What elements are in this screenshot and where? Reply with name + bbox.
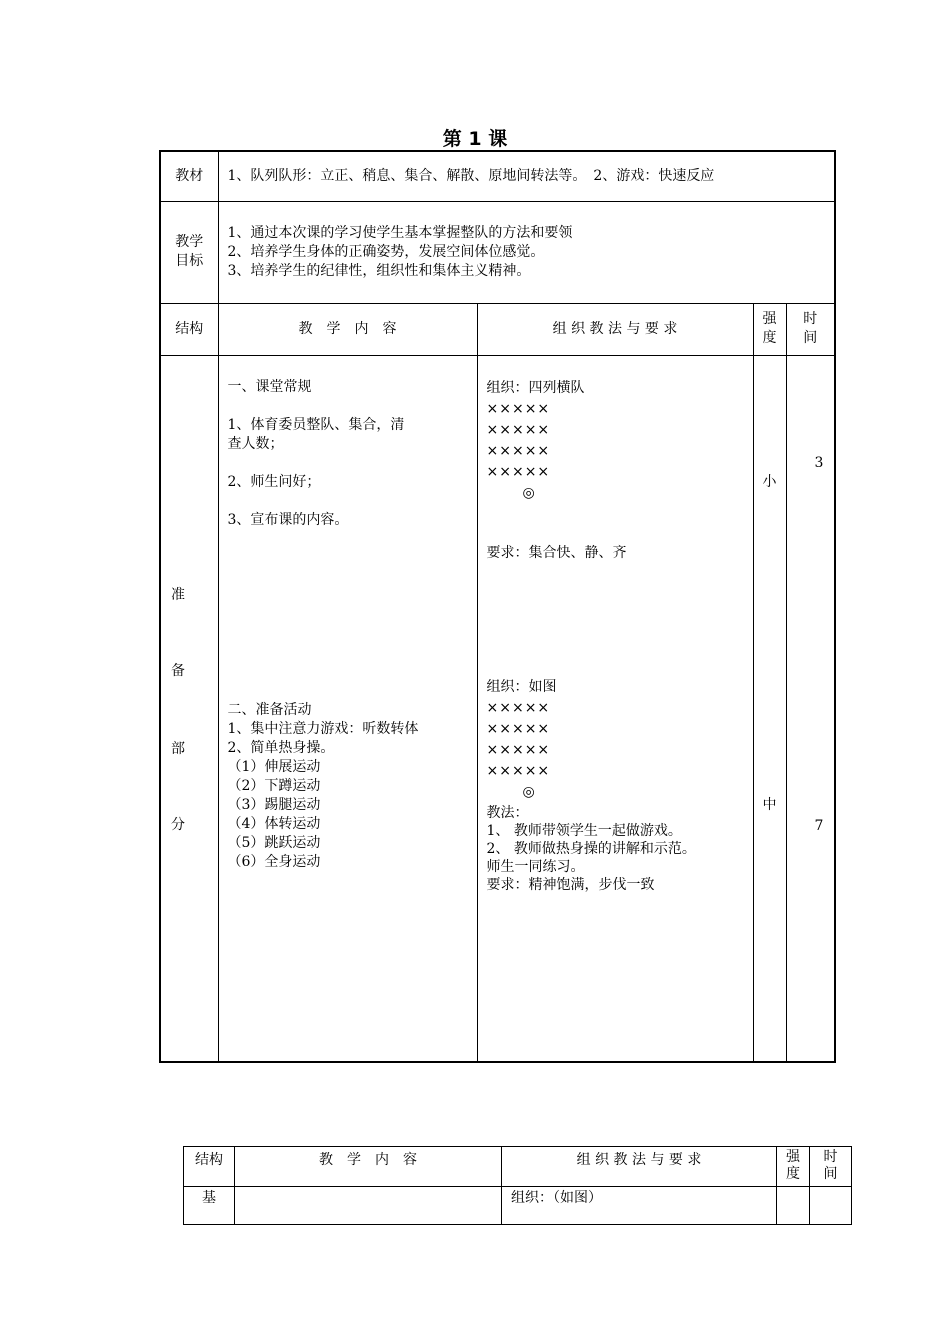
goal-item: 1、通过本次课的学习使学生基本掌握整队的方法和要领 <box>227 224 573 241</box>
warmup-item: （6）全身运动 <box>227 853 321 870</box>
goal-item: 2、培养学生身体的正确姿势，发展空间体位感觉。 <box>227 243 545 260</box>
content-header: 教 学 内 容 <box>218 303 477 355</box>
intensity-value: 小 <box>762 473 777 490</box>
warmup-item: （3）踢腿运动 <box>227 796 321 813</box>
formation-row: ××××× <box>486 720 551 737</box>
formation-row: ××××× <box>486 442 551 459</box>
basic-row <box>184 1187 852 1225</box>
org-text: 组织：如图 <box>486 678 557 695</box>
goal-label: 教学 目标 <box>160 201 218 303</box>
time-value: 7 <box>814 817 824 834</box>
section-label <box>160 355 218 1062</box>
warmup-item: 二、准备活动 <box>227 701 312 718</box>
formation-2 <box>487 677 557 803</box>
content-item: 1、体育委员整队、集合，清 <box>227 416 405 433</box>
formation-row: ××××× <box>486 463 551 480</box>
warmup-item: （4）体转运动 <box>227 815 321 832</box>
method-line: 要求：精神饱满，步伐一致 <box>486 876 655 893</box>
content-heading: 一、课堂常规 <box>227 378 312 395</box>
material-text: 1、队列队形：立正、稍息、集合、解散、原地间转法等。 2、游戏：快速反应 <box>218 151 835 201</box>
section-char: 分 <box>171 816 185 833</box>
time-cell <box>810 1187 852 1225</box>
intensity-cell <box>777 1187 810 1225</box>
method-line: 2、 教师做热身操的讲解和示范。 <box>486 840 696 857</box>
content-cell <box>218 355 477 1062</box>
method-cell <box>477 355 753 1062</box>
lesson-plan-table <box>159 150 836 1063</box>
lesson-plan-table-2 <box>183 1146 852 1225</box>
formation-row: ××××× <box>486 762 551 779</box>
intensity-value: 中 <box>762 796 777 813</box>
warmup-item: （5）跳跃运动 <box>227 834 321 851</box>
org-text: 组织：（如图） <box>502 1187 777 1225</box>
content-item: 查人数； <box>227 435 284 452</box>
structure-header: 结构 <box>160 303 218 355</box>
method-line: 师生一同练习。 <box>486 858 585 875</box>
formation-row: ××××× <box>486 699 551 716</box>
intensity-cell <box>753 355 786 1062</box>
section-char: 备 <box>171 662 185 679</box>
warmup-item: 2、简单热身操。 <box>227 739 335 756</box>
time-value: 3 <box>814 454 824 471</box>
intensity-header: 强 度 <box>753 303 786 355</box>
goal-list <box>218 201 835 303</box>
warmup-item: （2）下蹲运动 <box>227 777 321 794</box>
goal-item: 3、培养学生的纪律性，组织性和集体主义精神。 <box>227 262 531 279</box>
warmup-item: 1、集中注意力游戏：听数转体 <box>227 720 419 737</box>
formation-row: ××××× <box>486 741 551 758</box>
method-notes <box>487 804 696 894</box>
formation-row: ××××× <box>486 421 551 438</box>
header-row <box>160 303 835 355</box>
structure-header: 结构 <box>184 1147 235 1187</box>
teacher-marker: ◎ <box>522 783 535 800</box>
material-label: 教材 <box>160 151 218 201</box>
material-row <box>160 151 835 201</box>
page-title: 第 1 课 <box>442 128 508 150</box>
header-row <box>184 1147 852 1187</box>
teacher-marker: ◎ <box>522 484 535 501</box>
content-cell <box>235 1187 502 1225</box>
method-header: 组 织 教 法 与 要 求 <box>477 303 753 355</box>
prep-section-row <box>160 355 835 1062</box>
section-char: 基 <box>184 1187 235 1225</box>
method-line: 1、 教师带领学生一起做游戏。 <box>486 822 682 839</box>
requirement-text: 要求：集合快、静、齐 <box>486 544 627 561</box>
method-header: 组 织 教 法 与 要 求 <box>502 1147 777 1187</box>
goal-row <box>160 201 835 303</box>
warmup-item: （1）伸展运动 <box>227 758 321 775</box>
content-header: 教 学 内 容 <box>235 1147 502 1187</box>
section-char: 准 <box>171 586 185 603</box>
intensity-header: 强 度 <box>777 1147 810 1187</box>
time-cell <box>786 355 835 1062</box>
org-text: 组织：四列横队 <box>486 379 585 396</box>
time-header: 时 间 <box>786 303 835 355</box>
formation-row: ××××× <box>486 400 551 417</box>
section-char: 部 <box>171 740 185 757</box>
warmup-list <box>228 701 419 872</box>
method-line: 教法： <box>486 804 529 821</box>
content-item: 3、宣布课的内容。 <box>227 511 349 528</box>
formation-1 <box>487 378 585 504</box>
time-header: 时 间 <box>810 1147 852 1187</box>
content-item: 2、师生问好； <box>227 473 321 490</box>
